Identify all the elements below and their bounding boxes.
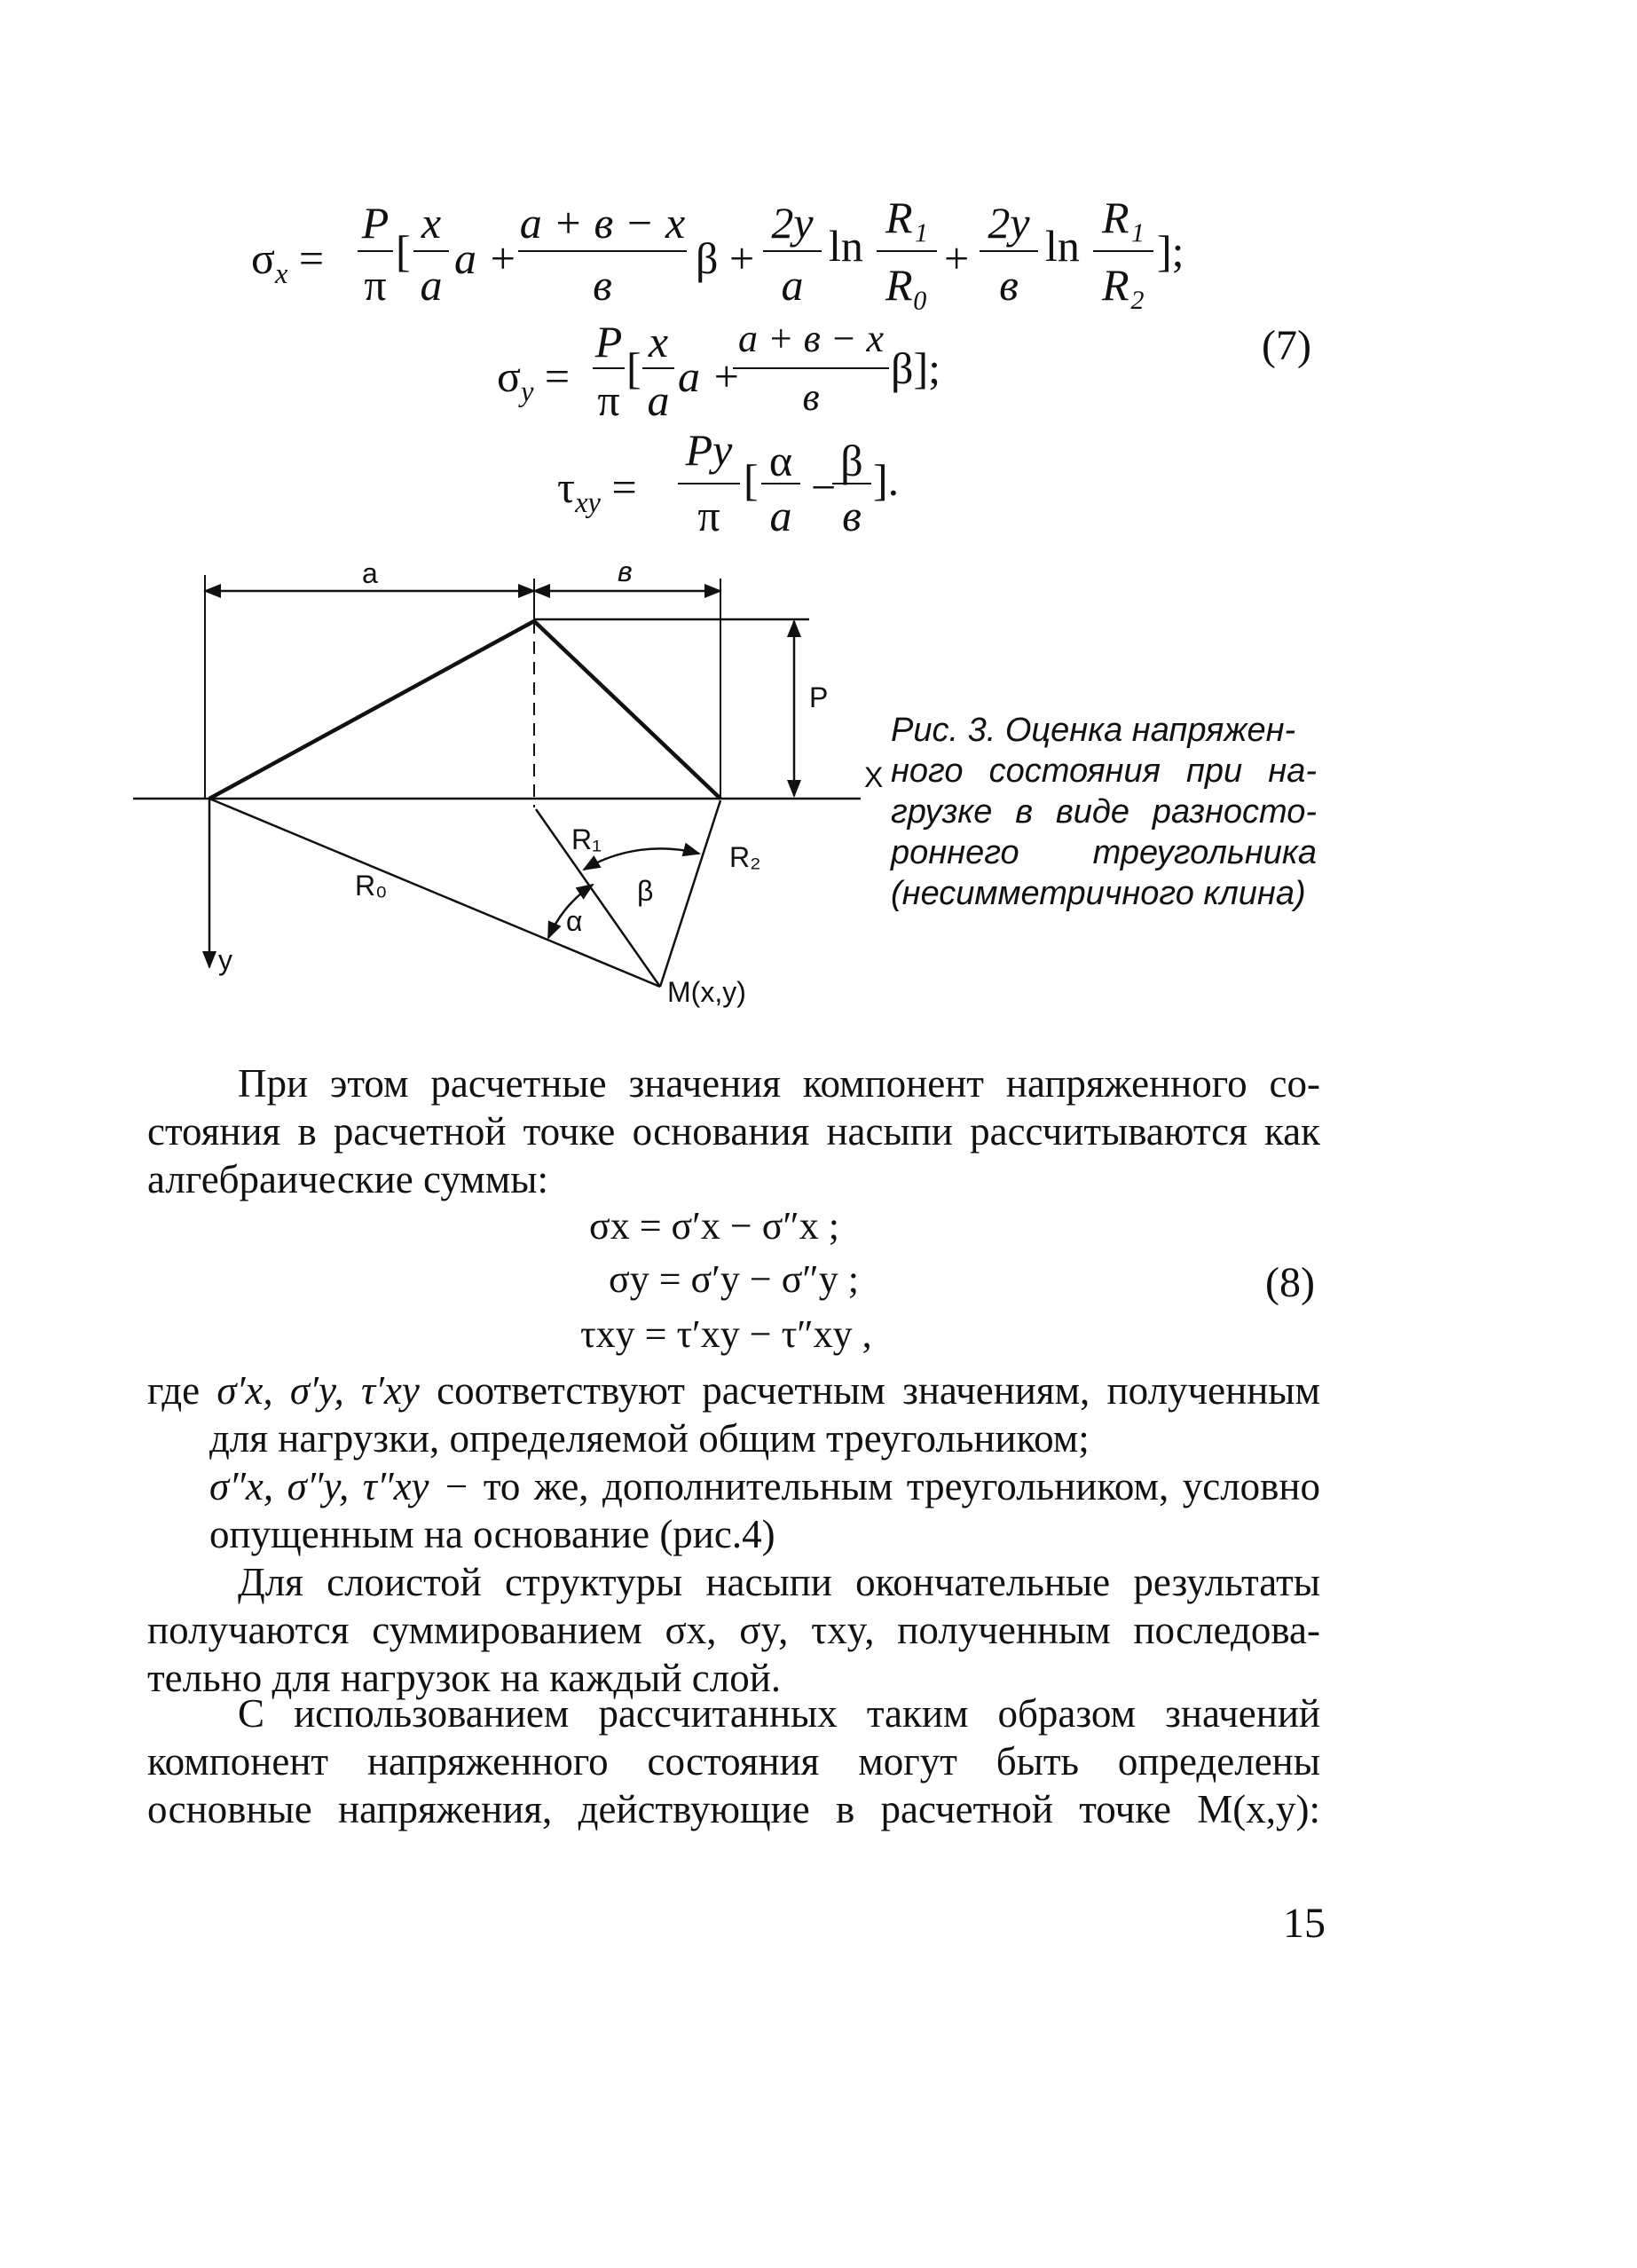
ray-r2 <box>660 800 720 987</box>
sigma-symbol: σ <box>497 351 521 401</box>
equation-8-line-2: σy = σ′y − σ″y ; <box>609 1257 859 1301</box>
page-number: 15 <box>1283 1900 1326 1947</box>
label-r1: R₁ <box>571 823 602 855</box>
sigma-x-t6-num: R₁ <box>1102 193 1145 242</box>
label-a: a <box>362 557 378 589</box>
sigma-y-t1-mul: a + <box>678 351 742 401</box>
where-text-2b: опущенным на основание (рис.4) <box>209 1512 775 1556</box>
tau-xy-subscript: xy <box>575 487 601 519</box>
text-line: компонент напряженного состояния могут быть определены <box>147 1739 1320 1784</box>
where-block <box>147 1366 1320 1558</box>
label-beta: β <box>637 875 654 907</box>
sigma-x-t2-mul: β + <box>696 233 755 283</box>
equals-sign: = <box>298 233 325 283</box>
sigma-y-coef-den: π <box>597 375 620 425</box>
where-text-1: соответствуют расчетным значениям, полученным <box>437 1368 1321 1413</box>
equals-sign: = <box>611 462 637 512</box>
bracket-open: [ <box>626 343 641 393</box>
where-line-1 <box>147 1366 1320 1414</box>
text-line: получаются суммированием σx, σy, τxy, полученным последова- <box>147 1608 1320 1652</box>
equation-number-8: (8) <box>1265 1259 1315 1306</box>
sigma-symbol: σ <box>251 233 275 283</box>
sigma-x-t4-num: R₁ <box>885 193 928 242</box>
caption-line: роннего треугольника <box>891 834 1317 871</box>
sigma-y-subscript: y <box>520 376 534 408</box>
label-m-point: M(x,y) <box>667 976 746 1008</box>
ln-2: ln <box>1045 221 1080 271</box>
sigma-x-t5-num: 2y <box>988 198 1030 248</box>
caption-line: ного состояния при на- <box>891 752 1317 790</box>
sigma-x-t1-mul: a + <box>454 233 518 283</box>
sigma-y-end: β]; <box>891 343 940 393</box>
sigma-x-t3-den: a <box>781 260 804 310</box>
text-line: тельно для нагрузок на каждый слой. <box>147 1656 782 1700</box>
equals-sign: = <box>544 351 571 401</box>
tau-xy-coef-num: Py <box>685 425 733 475</box>
tau-xy-end: ]. <box>873 455 900 505</box>
text-line: Для слоистой структуры насыпи окончательные результаты <box>238 1560 1320 1604</box>
label-r2: R₂ <box>729 841 761 873</box>
minus-sign: − <box>811 462 837 512</box>
tau-symbol: τ <box>557 462 576 512</box>
label-b: в <box>618 555 633 587</box>
sigma-x-coef-num: P <box>361 198 390 248</box>
tau-xy-t2-num: β <box>840 436 863 485</box>
plus-sign: + <box>944 233 970 283</box>
caption-line: (несимметричного клина) <box>891 875 1306 912</box>
triangle-right-edge <box>534 621 720 799</box>
text-line: алгебраические суммы: <box>147 1157 548 1201</box>
bracket-open: [ <box>396 226 411 276</box>
caption-line: грузке в виде разносто- <box>891 793 1317 831</box>
ln-1: ln <box>829 221 863 271</box>
equation-8-line-3: τxy = τ′xy − τ″xy , <box>580 1312 872 1356</box>
paragraph-layered <box>147 1558 1320 1702</box>
where-line-2 <box>147 1462 1320 1510</box>
sigma-x-end: ]; <box>1157 226 1184 276</box>
label-r0: R₀ <box>355 870 388 902</box>
sigma-x-t2-num: a + в − x <box>519 198 686 248</box>
sigma-x-coef-den: π <box>364 260 387 310</box>
tau-xy-coef-den: π <box>697 491 720 540</box>
where-symbols-1: σ′x, σ′y, τ′xy <box>216 1368 420 1413</box>
text-line: С использованием рассчитанных таким образом значений <box>238 1691 1320 1736</box>
tau-xy-t1-den: a <box>769 491 792 540</box>
sigma-x-t1-num: x <box>421 198 442 248</box>
figure-caption <box>891 710 1317 914</box>
paragraph-principal-stresses <box>147 1689 1320 1833</box>
tau-xy-t2-den: в <box>842 491 862 540</box>
sigma-y-t1-den: a <box>647 375 670 425</box>
tau-xy-t1-num: α <box>768 436 793 485</box>
text-line: При этом расчетные значения компонент напряженного со- <box>238 1061 1320 1106</box>
caption-line: Рис. 3. Оценка напряжен- <box>891 712 1296 749</box>
equation-8-line-1: σx = σ′x − σ″x ; <box>589 1204 839 1248</box>
label-y: y <box>218 944 232 976</box>
where-text-2: то же, дополнительным треугольником, условно <box>483 1464 1320 1508</box>
sigma-x-t1-den: a <box>420 260 443 310</box>
sigma-x-t2-den: в <box>593 260 612 310</box>
paragraph-intro <box>147 1059 1320 1203</box>
sigma-x-t3-num: 2y <box>771 198 814 248</box>
equation-number-7: (7) <box>1262 322 1311 369</box>
sigma-x-t6-den: R₂ <box>1102 260 1145 310</box>
bracket-open: [ <box>744 455 759 505</box>
sigma-y-coef-num: P <box>594 317 623 366</box>
where-word: где <box>147 1368 201 1413</box>
where-text-1b: для нагрузки, определяемой общим треугольником; <box>209 1416 1090 1461</box>
sigma-y-t1-num: x <box>648 317 669 366</box>
sigma-y-t2-num: a + в − x <box>737 317 884 360</box>
triangle-left-edge <box>209 621 534 799</box>
text-line: стояния в расчетной точке основания насыпи рассчитываются как <box>147 1109 1320 1154</box>
sigma-x-subscript: x <box>274 258 288 290</box>
where-symbols-2: σ″x, σ″y, τ″xy − <box>209 1464 470 1508</box>
label-alpha: α <box>566 905 583 937</box>
sigma-y-t2-den: в <box>802 375 820 419</box>
label-x: X <box>864 761 884 793</box>
sigma-x-t4-den: R₀ <box>885 260 928 310</box>
sigma-x-t5-den: в <box>999 260 1019 310</box>
text-line: основные напряжения, действующие в расчетной точке M(x,y): <box>147 1787 1320 1831</box>
label-p: P <box>809 681 829 713</box>
